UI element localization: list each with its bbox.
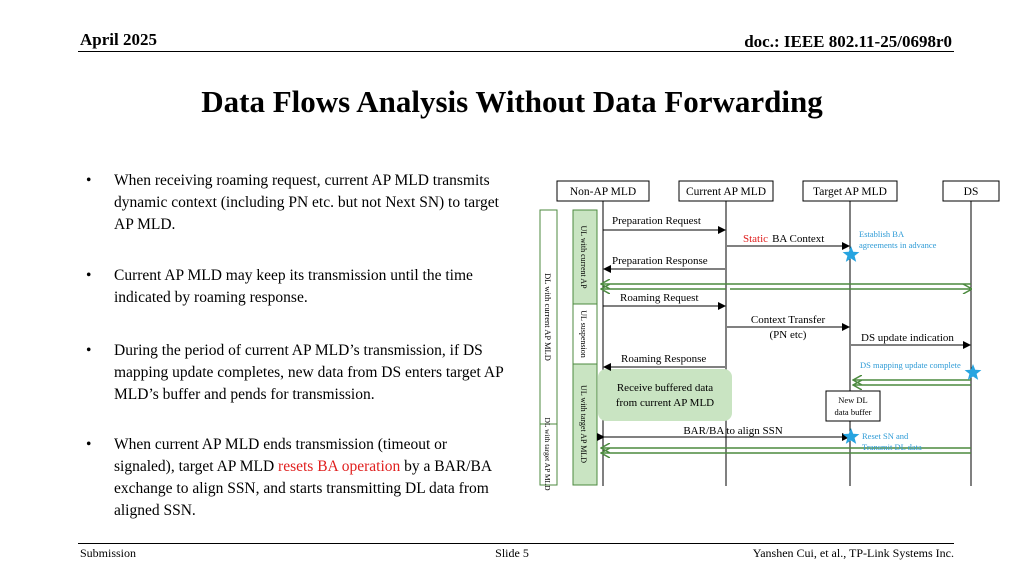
- footer-slide-number: Slide 5: [495, 546, 529, 560]
- footer-divider: [78, 543, 954, 544]
- bullet-glyph: •: [86, 436, 92, 453]
- bullet-glyph: •: [86, 342, 92, 359]
- static-word: Static: [743, 233, 769, 245]
- note-establish-ba: [859, 229, 937, 250]
- bullet-glyph: •: [86, 267, 92, 284]
- slide-title: Data Flows Analysis Without Data Forwarding: [201, 84, 823, 119]
- entity-label: Current AP MLD: [685, 186, 767, 198]
- note-line: Establish BA: [859, 229, 905, 239]
- msg-context-transfer: [727, 314, 849, 341]
- msg-label: DS update indication: [861, 332, 954, 344]
- msg-preparation-request: [603, 215, 725, 230]
- msg-ba-context: [727, 233, 849, 246]
- msg-label: Context Transfer: [750, 314, 826, 326]
- note-ds-mapping-complete: [860, 360, 961, 370]
- note-line: New DL: [838, 395, 868, 405]
- ba-context-word: BA Context: [772, 233, 825, 245]
- bullet-text-part: by a BAR/BA exchange to align SSN, and starts transmitting DL data from aligned SSN.: [114, 458, 492, 519]
- note-line: from current AP MLD: [615, 397, 715, 409]
- entity-target-ap-mld: [803, 181, 897, 201]
- bar-ul-suspension: [573, 304, 597, 364]
- star-icon: [843, 246, 860, 262]
- bullet-text-part: When current AP MLD ends transmission (timeout or signaled), target AP MLD: [114, 436, 448, 475]
- bar-ul-target: [573, 364, 597, 485]
- msg-label: [743, 233, 824, 245]
- note-line: DS mapping update complete: [860, 360, 961, 370]
- dl-flow-ds-to-non-ap: [601, 284, 971, 289]
- bullet-text: Current AP MLD may keep its transmission until the time indicated by roaming response.: [114, 267, 473, 306]
- msg-label: Roaming Request: [620, 292, 699, 304]
- note-reset-sn: [862, 431, 922, 452]
- entity-non-ap-mld: [557, 181, 649, 201]
- bar-ul-current: [573, 210, 597, 304]
- note-line: Receive buffered data: [616, 382, 714, 394]
- bar-label: UL with current AP: [579, 225, 588, 289]
- note-line: data buffer: [834, 407, 872, 417]
- msg-label: Preparation Request: [612, 215, 701, 227]
- entity-label: Non-AP MLD: [569, 186, 637, 198]
- msg-ds-update-indication: [851, 332, 970, 345]
- receive-buffered-box: [598, 369, 732, 421]
- bullet-text: During the period of current AP MLD’s transmission, if DS mapping update completes, new data from DS enters target AP MLD’s buffer and pends for transmission.: [114, 342, 504, 403]
- bar-label: DL with current AP MLD: [543, 273, 553, 361]
- header-doc-id: doc.: IEEE 802.11-25/0698r0: [744, 32, 952, 51]
- bar-label: UL with target AP MLD: [579, 385, 588, 463]
- msg-label: Preparation Response: [612, 255, 708, 267]
- msg-preparation-response: [604, 255, 725, 269]
- msg-bar-ba: [604, 425, 849, 437]
- bar-label: UL suspension: [579, 310, 588, 358]
- footer-left: Submission: [80, 546, 137, 560]
- note-line: agreements in advance: [859, 240, 937, 250]
- footer-right: Yanshen Cui, et al., TP-Link Systems Inc.: [752, 546, 954, 560]
- msg-label: Roaming Response: [621, 353, 707, 365]
- bullet-highlight: resets BA operation: [278, 458, 401, 475]
- entity-label: DS: [963, 186, 979, 198]
- bar-label: DL with target AP MLD: [543, 417, 552, 491]
- bar-dl-target: [540, 417, 557, 491]
- msg-roaming-request: [603, 292, 725, 306]
- bar-dl-current: [540, 210, 557, 424]
- note-line: Transmit DL data: [862, 442, 922, 452]
- msg-roaming-response: [604, 353, 725, 367]
- msg-label: (PN etc): [769, 329, 807, 341]
- bullet-text: When receiving roaming request, current AP MLD transmits dynamic context (including PN etc. but not Next SN) to target AP MLD.: [114, 172, 499, 233]
- msg-label: BAR/BA to align SSN: [683, 425, 783, 437]
- entity-label: Target AP MLD: [813, 186, 887, 198]
- new-dl-buffer-box: [826, 391, 880, 421]
- dl-flow-ds-to-target-buffer: [853, 380, 971, 385]
- star-icon: [843, 428, 860, 444]
- entity-current-ap-mld: [679, 181, 773, 201]
- entity-ds: [943, 181, 999, 201]
- header-date: April 2025: [80, 30, 157, 49]
- star-icon: [965, 364, 982, 380]
- bullet-glyph: •: [86, 172, 92, 189]
- note-line: Reset SN and: [862, 431, 909, 441]
